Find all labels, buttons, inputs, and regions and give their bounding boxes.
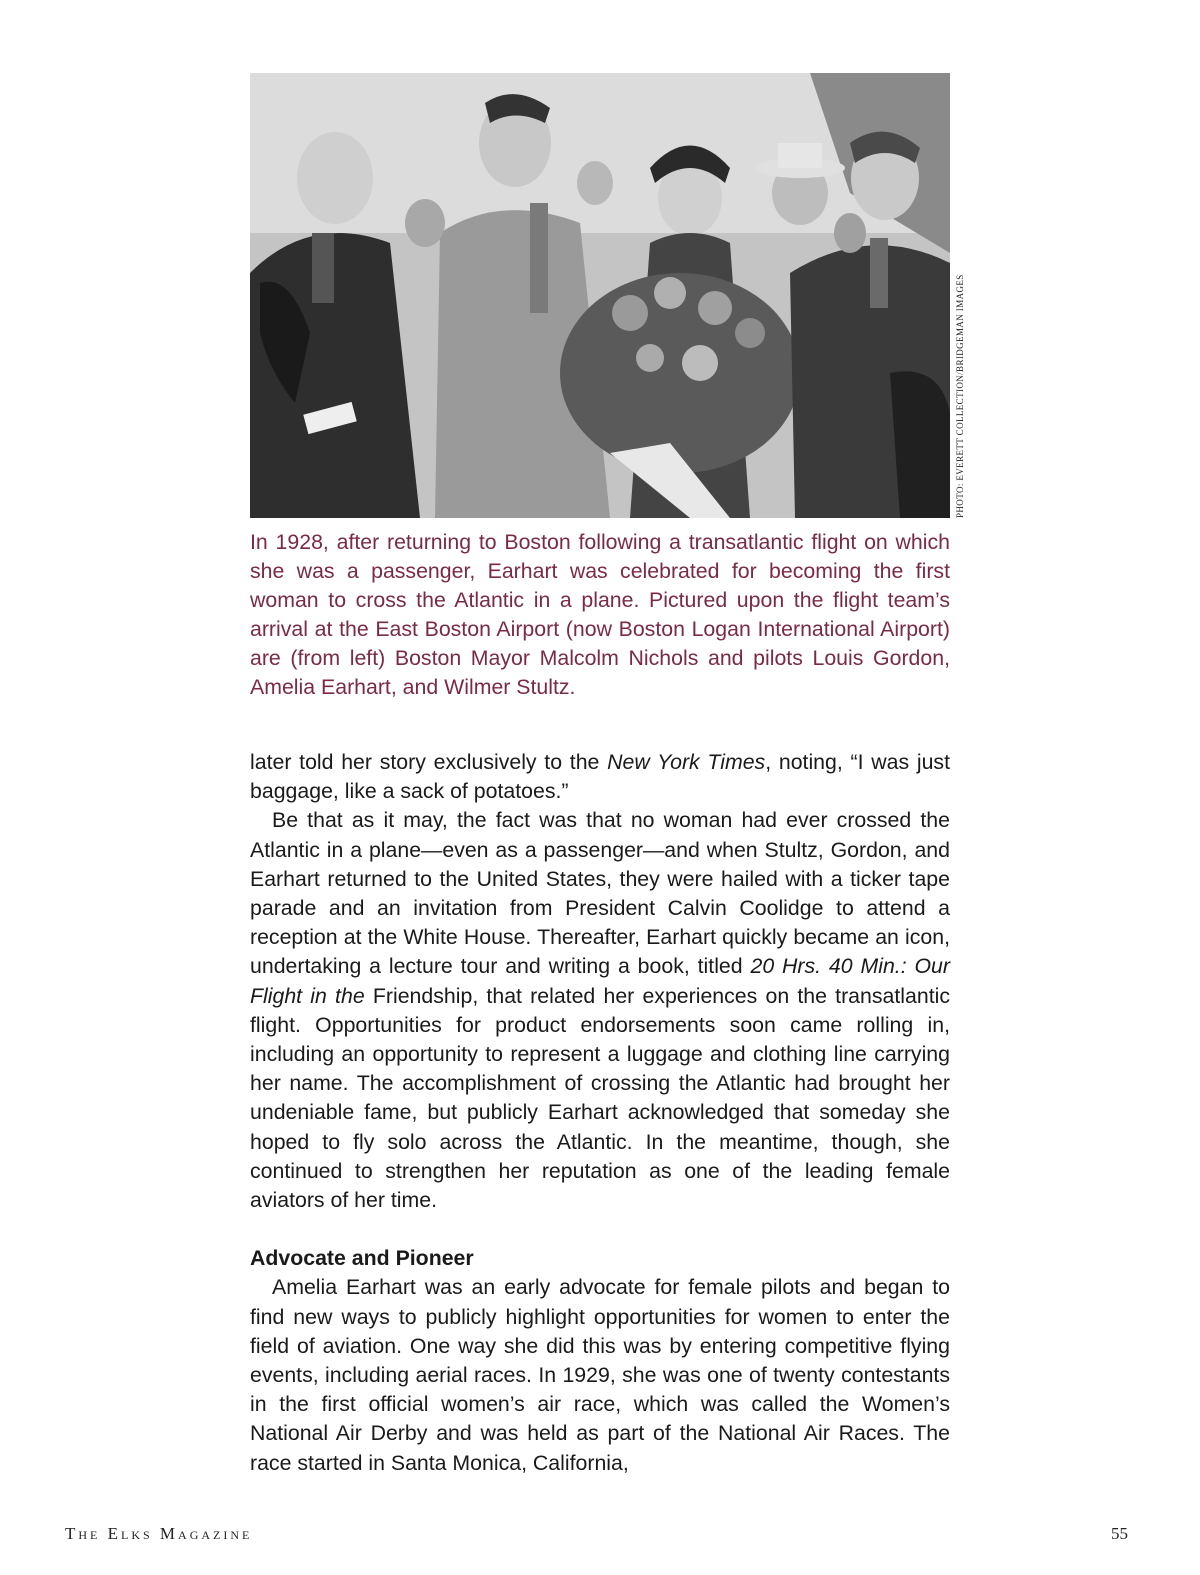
article-photo [250,73,950,518]
page-number: 55 [1111,1524,1128,1543]
paragraph-2: Be that as it may, the fact was that no woman had ever crossed the Atlantic in a plane—even as a passenger—and when Stultz, Gordon, and Earhart returned to the United States, they were hailed with a ticker tape parade and an invitation from President Calvin Coolidge to attend a reception at the White House. Thereafter, Earhart quickly became an icon, undertaking a lecture tour and writing a book, titled 20 Hrs. 40 Min.: Our Flight in the Friendship, that related her experiences on the transatlantic flight. Opportunities for product endorsements soon came rolling in, including an opportunity to represent a luggage and clothing line carrying her name. The accomplishment of crossing the Atlantic had brought her undeniable fame, but publicly Earhart acknowledged that someday she hoped to fly solo across the Atlantic. In the meantime, though, she continued to strengthen her reputation as one of the leading female aviators of her time. [250,808,951,1213]
paragraph-3: Amelia Earhart was an early advocate for female pilots and began to find new ways to publicly highlight opportunities for women to enter the field of aviation. One way she did this was by entering competitive flying events, including aerial races. In 1929, she was one of twenty contestants in the first official women’s air race, which was called the Women’s National Air Derby and was held as part of the National Air Races. The race started in Santa Monica, California, [250,1275,950,1475]
publication-title: New York Times [607,750,766,774]
section-heading: Advocate and Pioneer [250,1246,474,1271]
paragraph-1: later told her story exclusively to the New York Times, noting, “I was just baggage, like a sack of potatoes.” [250,750,950,804]
article-body [250,748,950,1478]
magazine-name: The Elks Magazine [65,1524,253,1543]
book-title: 20 Hrs. 40 Min.: Our Flight in the [250,954,950,1008]
book-title-ship: Friendship [364,983,473,1008]
photo-caption: In 1928, after returning to Boston following a transatlantic flight on which she was a passenger, Earhart was celebrated for becoming the first woman to cross the Atlantic in a plane. Pictured upon the flight team’s arrival at the East Boston Airport (now Boston Logan International Airport) are (from left) Boston Mayor Malcolm Nichols and pilots Louis Gordon, Amelia Earhart, and Wilmer Stultz. [250,530,950,699]
photo-credit: PHOTO: EVERETT COLLECTION/BRIDGEMAN IMAGES [955,274,965,518]
